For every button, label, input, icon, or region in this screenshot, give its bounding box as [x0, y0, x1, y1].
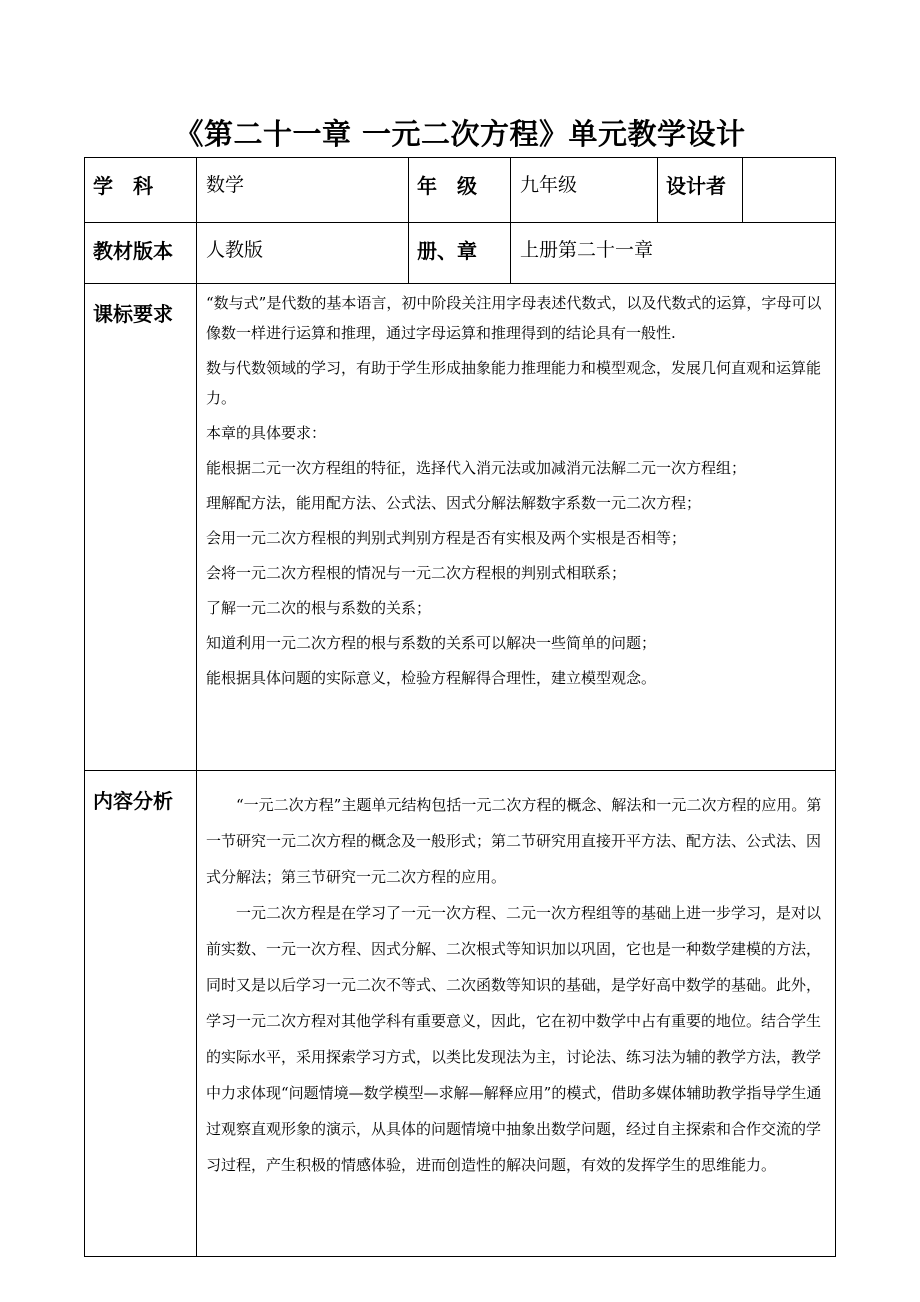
content-analysis-content [197, 771, 836, 1257]
grade-value: 九年级 [511, 158, 658, 223]
grade-label: 年 级 [409, 158, 511, 223]
curriculum-paragraph: 会用一元二次方程根的判别式判别方程是否有实根及两个实根是否相等； [206, 529, 687, 547]
content-analysis-paragraph: 一元二次方程是在学习了一元一次方程、二元一次方程组等的基础上进一步学习，是对以前实数、一元一次方程、因式分解、二次根式等知识加以巩固，它也是一种数学建模的方法，同时又是以后学习一元二次不等式、二次函数等知识的基础，是学好高中数学的基础。此外，学习一元二次方程对其他学科有重要意义，因此，它在初中数学中占有重要的地位。结合学生的实际水平，采用探索学习方式，以类比发现法为主，讨论法、练习法为辅的教学方法，教学中力求体现“问题情境—数学模型—求解—解释应用”的模式，借助多媒体辅助教学指导学生通过观察直观形象的演示，从具体的问题情境中抽象出数学问题，经过自主探索和合作交流的学习过程，产生积极的情感体验，进而创造性的解决问题，有效的发挥学生的思维能力。 [206, 904, 822, 1174]
content-analysis-row [85, 771, 836, 1257]
curriculum-paragraph: 数与代数领域的学习，有助于学生形成抽象能力推理能力和模型观念，发展几何直观和运算能力。 [206, 359, 822, 407]
curriculum-paragraph: 能根据二元一次方程组的特征，选择代入消元法或加减消元法解二元一次方程组； [206, 459, 747, 477]
curriculum-label: 课标要求 [85, 284, 197, 771]
curriculum-content [197, 284, 836, 771]
subject-label: 学 科 [85, 158, 197, 223]
curriculum-row [85, 284, 836, 771]
curriculum-paragraph: 知道利用一元二次方程的根与系数的关系可以解决一些简单的问题； [206, 634, 657, 652]
curriculum-paragraph: 理解配方法，能用配方法、公式法、因式分解法解数字系数一元二次方程； [206, 494, 702, 512]
volume-value: 上册第二十一章 [511, 223, 836, 284]
content-analysis-paragraph: “一元二次方程”主题单元结构包括一元二次方程的概念、解法和一元二次方程的应用。第一节研究一元二次方程的概念及一般形式；第二节研究用直接开平方法、配方法、公式法、因式分解法；第三节研究一元二次方程的应用。 [206, 796, 822, 886]
subject-value: 数学 [197, 158, 409, 223]
curriculum-paragraph: 本章的具体要求： [206, 424, 327, 442]
edition-row [85, 223, 836, 284]
curriculum-paragraph: “数与式”是代数的基本语言，初中阶段关注用字母表述代数式，以及代数式的运算，字母可以像数一样进行运算和推理，通过字母运算和推理得到的结论具有一般性. [206, 294, 822, 342]
designer-label: 设计者 [658, 158, 743, 223]
curriculum-paragraph: 了解一元二次的根与系数的关系； [206, 599, 432, 617]
document-title: 《第二十一章 一元二次方程》单元教学设计 [174, 117, 746, 151]
curriculum-paragraph: 会将一元二次方程根的情况与一元二次方程根的判别式相联系； [206, 564, 627, 582]
designer-value [743, 158, 836, 223]
volume-label: 册、章 [409, 223, 511, 284]
unit-design-table [84, 157, 836, 1257]
edition-label: 教材版本 [85, 223, 197, 284]
content-analysis-label: 内容分析 [85, 771, 197, 1257]
subject-row [85, 158, 836, 223]
edition-value: 人教版 [197, 223, 409, 284]
curriculum-paragraph: 能根据具体问题的实际意义，检验方程解得合理性，建立模型观念。 [206, 669, 657, 687]
